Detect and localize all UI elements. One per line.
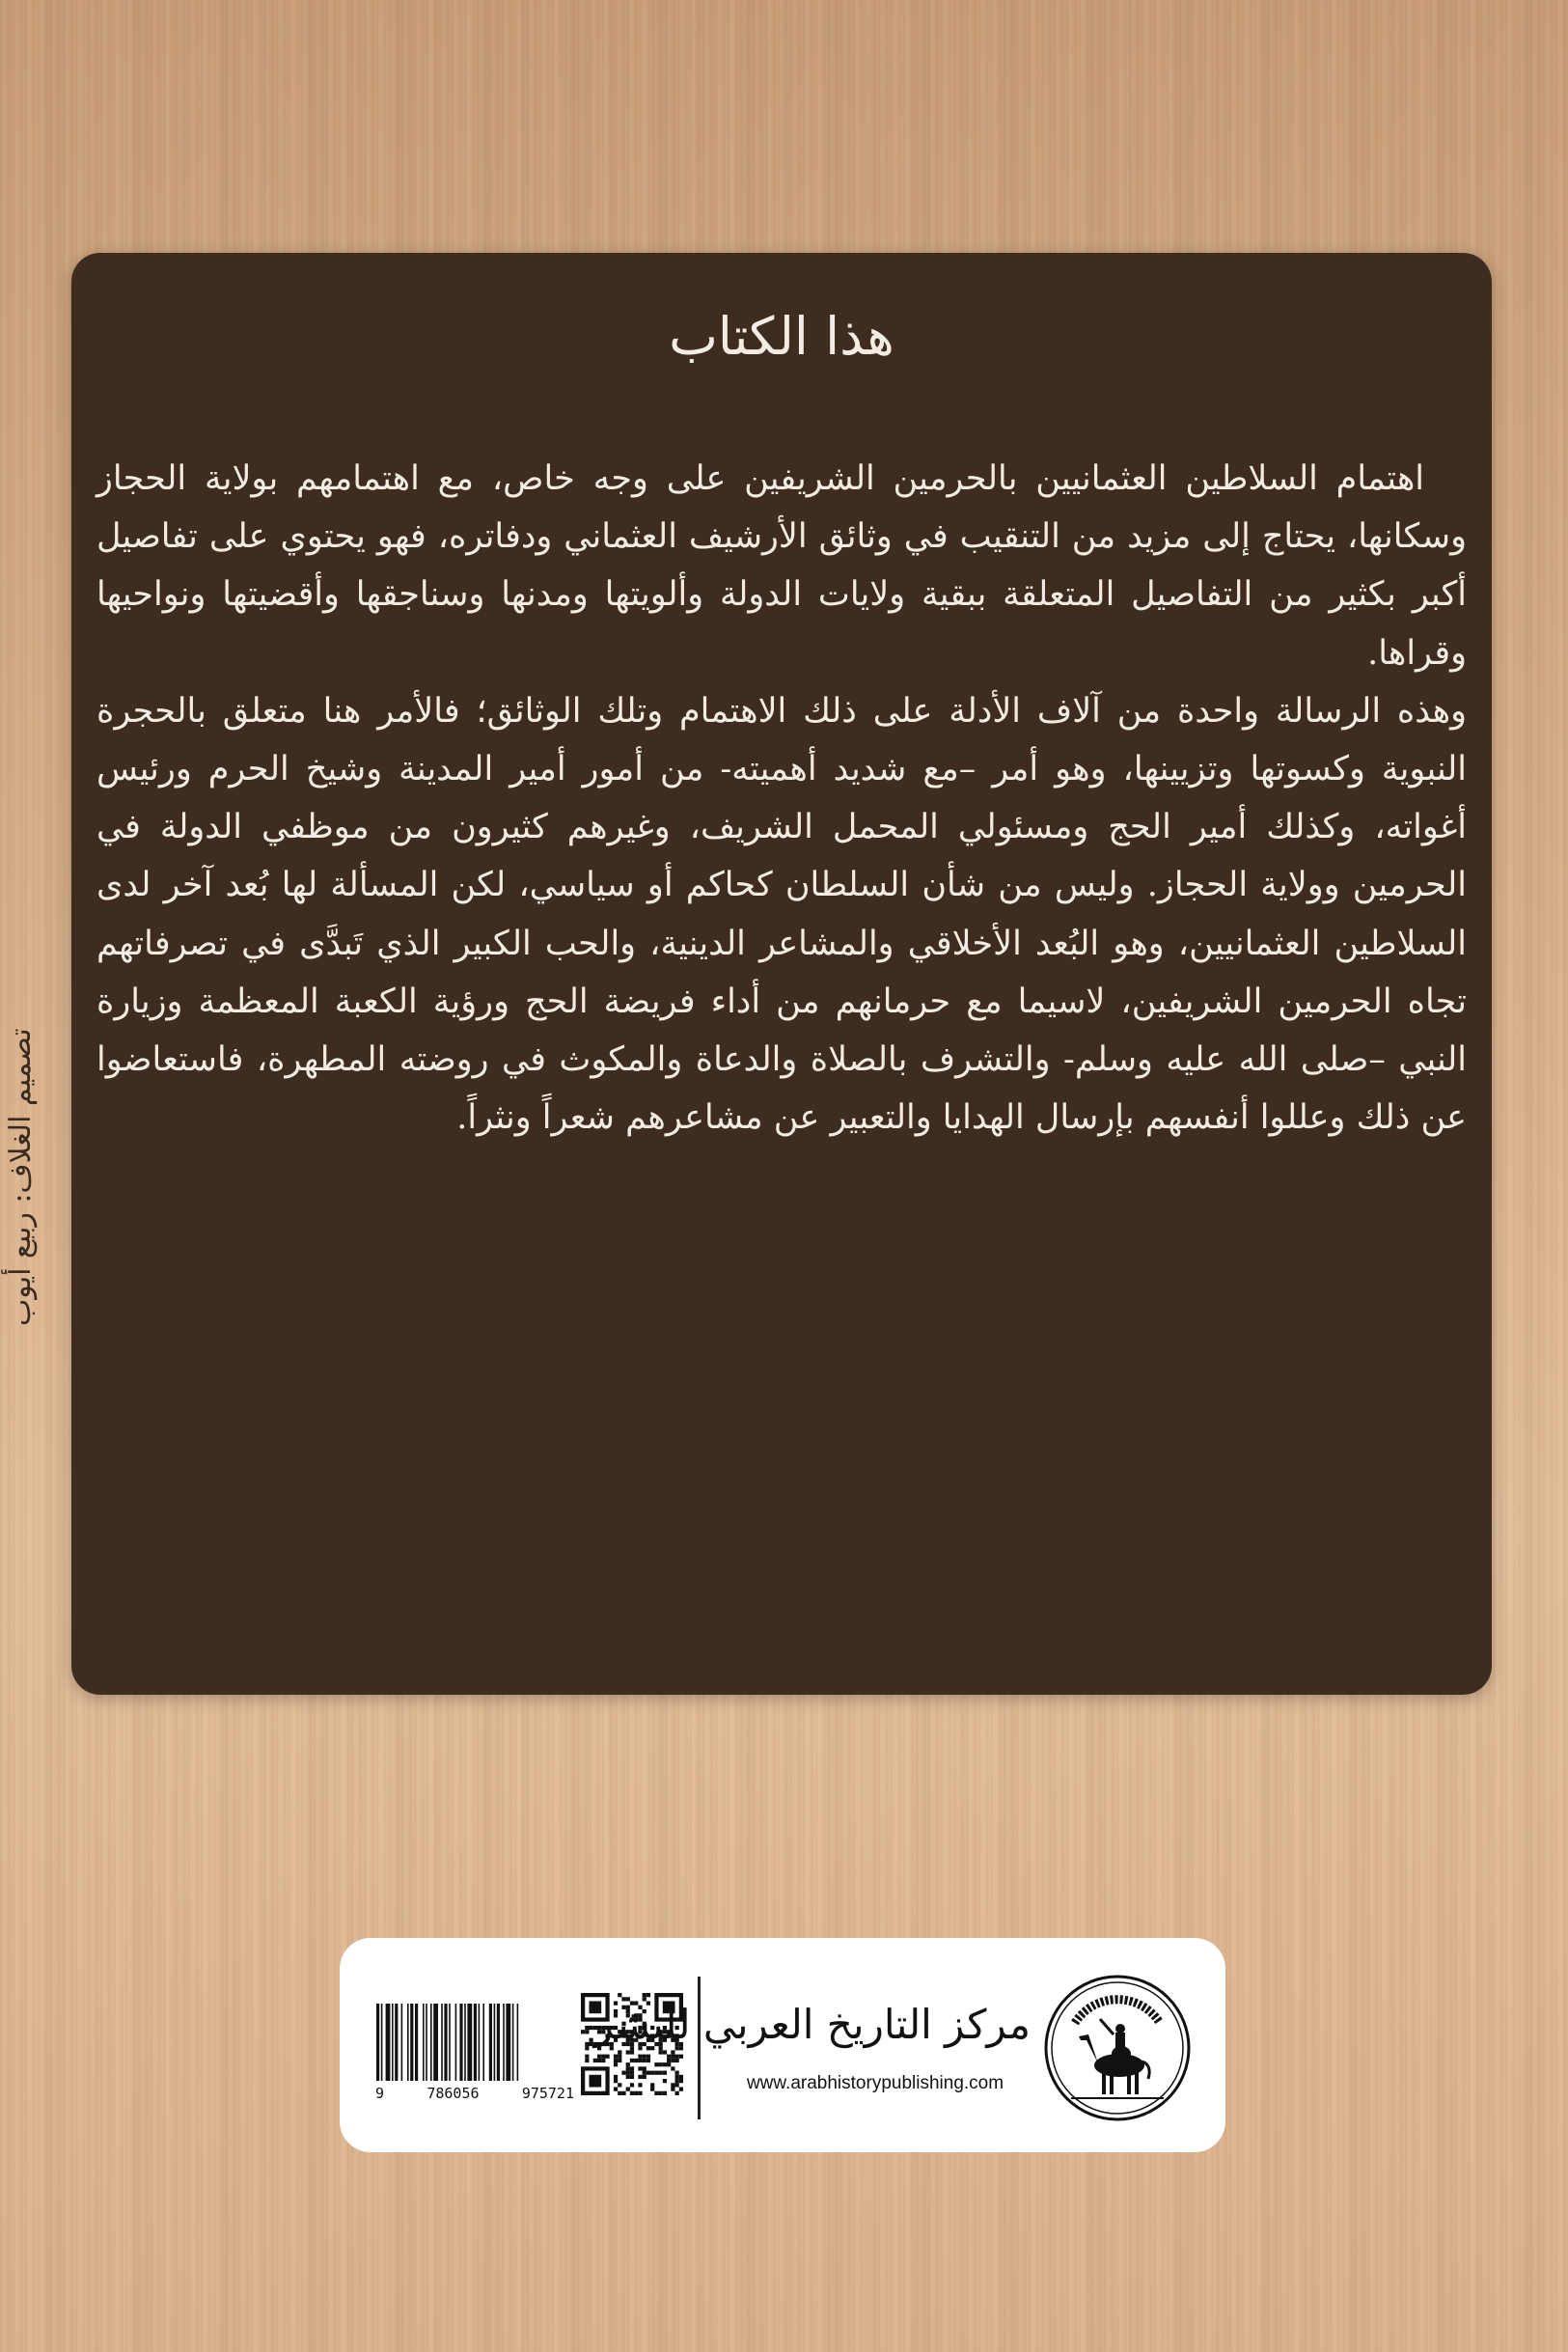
qr-module — [630, 2075, 634, 2079]
qr-module — [638, 2075, 642, 2079]
qr-module — [585, 2055, 589, 2059]
qr-module — [679, 2079, 683, 2083]
barcode-bar — [444, 2004, 447, 2081]
qr-module — [630, 2071, 634, 2075]
qr-module — [663, 2091, 667, 2095]
paragraph-1: اهتمام السلاطين العثمانيين بالحرمين الشريفين على وجه خاص، مع اهتمامهم بولاية الحجاز وسكانها، يحتاج إلى مزيد من التنقيب في وثائق الأرشيف العثماني ودفاتره، فهو يحتوي على تفاصيل أكبر بكثير من التفاصيل المتعلقة ببقية ولايات الدولة وألويتها ومدنها وسناجقها وأقضيتها ونواحيها وقراها. — [96, 459, 1467, 673]
qr-module — [671, 2066, 674, 2070]
qr-module — [626, 2066, 630, 2070]
qr-module — [643, 2066, 646, 2070]
qr-module — [618, 2083, 621, 2087]
qr-module — [638, 2059, 642, 2062]
qr-module — [671, 2083, 674, 2087]
qr-module — [630, 2083, 634, 2087]
qr-module — [626, 2062, 630, 2066]
qr-module — [643, 2059, 646, 2062]
barcode-bar — [433, 2004, 438, 2081]
barcode-bar — [506, 2004, 510, 2081]
barcode-bar — [467, 2004, 472, 2081]
barcode-bar — [386, 2004, 391, 2081]
qr-module — [621, 2071, 625, 2075]
barcode-bar — [459, 2004, 462, 2081]
qr-module — [634, 2059, 638, 2062]
qr-module — [663, 2071, 667, 2075]
barcode-bar — [441, 2004, 443, 2081]
barcode-bar — [503, 2004, 505, 2081]
qr-module — [585, 2042, 589, 2046]
qr-module — [634, 2091, 638, 2095]
qr-module — [671, 2088, 674, 2091]
qr-module — [646, 2071, 650, 2075]
publisher-seal-logo — [1042, 1973, 1193, 2123]
qr-module — [593, 2059, 597, 2062]
qr-module — [675, 2091, 679, 2095]
qr-module — [675, 2071, 679, 2075]
qr-module — [626, 2088, 630, 2091]
qr-module — [621, 2091, 625, 2095]
panel-body — [96, 450, 1467, 1147]
qr-module — [630, 2059, 634, 2062]
barcode-digit-group: 975721 — [521, 2085, 574, 2102]
qr-module — [675, 2083, 679, 2087]
qr-module — [646, 2059, 650, 2062]
qr-module — [601, 2059, 605, 2062]
qr-module — [659, 2062, 663, 2066]
barcode-bar — [474, 2004, 477, 2081]
qr-module — [585, 2026, 589, 2030]
qr-module — [638, 2083, 642, 2087]
qr-module — [626, 2071, 630, 2075]
qr-module — [643, 2071, 646, 2075]
qr-finder — [589, 2075, 601, 2088]
barcode-bar — [449, 2004, 451, 2081]
qr-module — [679, 2075, 683, 2079]
qr-module — [679, 2088, 683, 2091]
qr-module — [663, 2062, 667, 2066]
barcode-bar — [455, 2004, 457, 2081]
qr-module — [585, 2046, 589, 2050]
barcode-bar — [464, 2004, 466, 2081]
qr-module — [614, 2059, 618, 2062]
qr-module — [654, 2071, 658, 2075]
qr-module — [675, 2059, 679, 2062]
barcode-digit-group: 9 — [375, 2085, 385, 2102]
qr-module — [675, 2079, 679, 2083]
qr-module — [638, 2066, 642, 2070]
qr-module — [630, 2066, 634, 2070]
qr-module — [585, 2030, 589, 2034]
qr-module — [667, 2062, 671, 2066]
barcode-bar — [482, 2004, 484, 2081]
qr-module — [614, 2079, 618, 2083]
qr-module — [638, 2091, 642, 2095]
qr-module — [626, 2075, 630, 2079]
qr-module — [663, 2079, 667, 2083]
barcode-bar — [494, 2004, 496, 2081]
barcode-bar — [497, 2004, 500, 2081]
publisher-url[interactable]: www.arabhistorypublishing.com — [746, 2073, 1004, 2093]
barcode-bar — [512, 2004, 514, 2081]
barcode-bar — [395, 2004, 398, 2081]
qr-module — [585, 2059, 589, 2062]
barcode-bar — [430, 2004, 432, 2081]
publisher-footer-card — [340, 1938, 1225, 2152]
description-panel — [71, 253, 1492, 1695]
barcode-bar — [381, 2004, 383, 2081]
qr-module — [650, 2071, 654, 2075]
qr-module — [659, 2091, 663, 2095]
barcode-bar — [423, 2004, 425, 2081]
qr-module — [618, 2091, 621, 2095]
publisher-name: مركز التاريخ العربي للنشر — [593, 2001, 1031, 2048]
barcode-bar — [415, 2004, 418, 2081]
cover-designer-credit: تصميم الغلاف: ربيع أيوب — [4, 1028, 38, 1327]
barcode-bar — [517, 2004, 519, 2081]
qr-module — [675, 2075, 679, 2079]
qr-module — [618, 2059, 621, 2062]
qr-module — [654, 2091, 658, 2095]
qr-module — [671, 2059, 674, 2062]
qr-module — [667, 2059, 671, 2062]
barcode-bar — [401, 2004, 403, 2081]
barcode-digit-group: 786056 — [426, 2085, 480, 2102]
panel-title: هذا الكتاب — [669, 306, 894, 367]
qr-module — [581, 2030, 585, 2034]
barcode-digits — [374, 2085, 575, 2102]
barcode-bar — [392, 2004, 394, 2081]
qr-module — [630, 2091, 634, 2095]
qr-module — [614, 2088, 618, 2091]
barcode-bar — [489, 2004, 492, 2081]
qr-module — [597, 2059, 601, 2062]
barcode-bar — [407, 2004, 409, 2081]
qr-module — [650, 2083, 654, 2087]
qr-module — [643, 2075, 646, 2079]
qr-module — [659, 2071, 663, 2075]
barcode-bars — [374, 2004, 575, 2081]
barcode-bar — [376, 2004, 379, 2081]
barcode-bar — [426, 2004, 427, 2081]
qr-module — [650, 2088, 654, 2091]
qr-module — [614, 2075, 618, 2079]
qr-module — [614, 2062, 618, 2066]
isbn-barcode — [374, 2004, 575, 2102]
paragraph-2: وهذه الرسالة واحدة من آلاف الأدلة على ذلك الاهتمام وتلك الوثائق؛ فالأمر هنا متعلق بالحجرة النبوية وكسوتها وتزيينها، وهو أمر –مع شديد أهميته- من أمور أمير المدينة وشيخ الحرم ورئيس أغواته، وكذلك أمير الحج ومسئولي المحمل الشريف، وغيرهم كثيرون من موظفي الدولة في الحرمين وولاية الحجاز. وليس من شأن السلطان كحاكم أو سياسي، لكن المسألة لها بُعد آخر لدى السلاطين العثمانيين، وهو البُعد الأخلاقي والمشاعر الدينية، والحب الكبير الذي تَبدَّى في تصرفاتهم تجاه الحرمين الشريفين، لاسيما مع حرمانهم من أداء فريضة الحج ورؤية الكعبة المعظمة وزيارة النبي –صلى الله عليه وسلم- والتشرف بالصلاة والدعاة والمكوث في روضته المطهرة، فاستعاضوا عن ذلك وعللوا أنفسهم بإرسال الهدايا والتعبير عن مشاعرهم شعراً ونثراً. — [96, 691, 1467, 1138]
barcode-bar — [479, 2004, 481, 2081]
qr-module — [654, 2062, 658, 2066]
barcode-bar — [410, 2004, 413, 2081]
